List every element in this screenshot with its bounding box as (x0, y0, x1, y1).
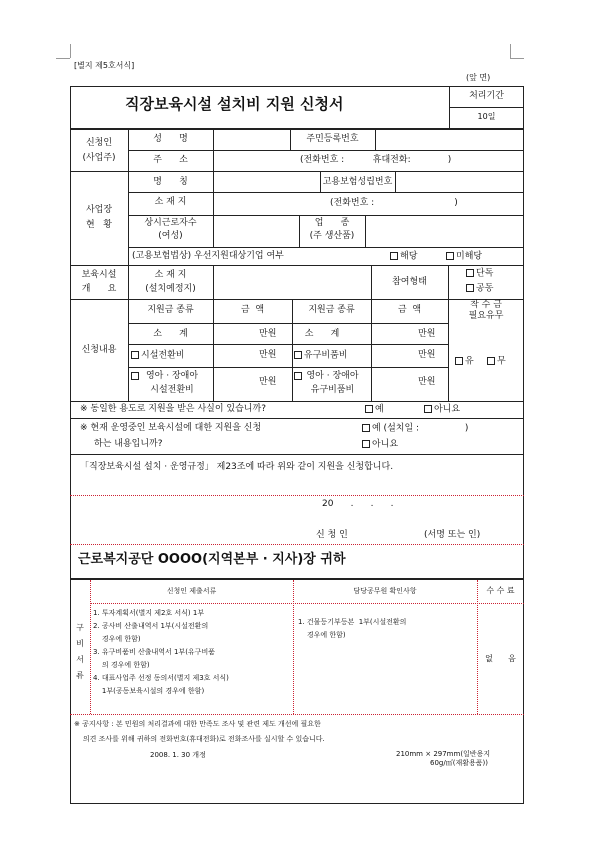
conversion-cost-label: 시설전환비 (141, 350, 185, 361)
crop-mark (510, 58, 524, 59)
workplace-location-field[interactable] (216, 195, 326, 211)
existing-facility-question-line1: ※ 현재 운영중인 보육시설에 대한 지원을 신청 (80, 423, 262, 433)
paper-weight-note: 60g/㎡(재활용품)) (430, 759, 488, 767)
infant-conversion-checkbox[interactable] (131, 369, 213, 397)
equipment-cost-checkbox[interactable] (294, 351, 347, 361)
signature-note: (서명 또는 인) (424, 530, 481, 540)
request-section-label: 신청내용 (81, 345, 117, 355)
advance-yes-checkbox[interactable] (455, 357, 474, 367)
crop-mark (510, 44, 511, 58)
applicant-section-label: 신청인 (사업주) (82, 138, 116, 163)
workers-count-field[interactable] (216, 218, 296, 244)
existing-facility-no-checkbox[interactable] (362, 440, 398, 450)
existing-facility-question-line2: 하는 내용입니까? (94, 439, 163, 449)
facility-location-field[interactable] (216, 268, 366, 296)
notice-text (74, 717, 522, 747)
processing-period-value: 10일 (477, 112, 496, 121)
prior-support-yes-checkbox[interactable] (365, 405, 384, 415)
applicant-documents-list (93, 607, 291, 698)
joint-participation-checkbox[interactable] (466, 284, 493, 294)
priority-yes-checkbox[interactable] (390, 252, 417, 262)
applicant-signature-field[interactable] (360, 527, 420, 543)
prior-support-no-checkbox[interactable] (424, 405, 460, 415)
participation-type-label: 참여형태 (392, 277, 427, 287)
joint-label: 공동 (476, 283, 494, 294)
applicant-address-label: 주 소 (153, 155, 188, 165)
recipient-line: 근로복지공단 OOOO(지역본부 · 지사)장 귀하 (78, 552, 346, 567)
applicant-documents-header: 신청인 제출서류 (166, 587, 217, 595)
industry-label: 업 종 (주 생산품) (309, 218, 355, 241)
infant-conversion-label: 영아 · 장애아 시설전환비 (145, 371, 199, 395)
support-type-header-2: 지원금 종류 (308, 305, 355, 315)
subtotal-won-2: 만원 (418, 329, 436, 339)
infant-equipment-won: 만원 (418, 377, 436, 387)
priority-yes-label: 해당 (400, 251, 418, 262)
front-side-label: (앞 면) (466, 73, 491, 82)
workers-count-label: 상시근로자수 (여성) (144, 218, 197, 241)
document-item: 의 경우에 한함) (93, 661, 150, 669)
applicant-phone-text: (전화번호 : 휴대전화: ) (300, 155, 452, 165)
prior-support-yes-label: 예 (375, 404, 384, 415)
single-participation-checkbox[interactable] (466, 269, 493, 279)
existing-facility-yes-checkbox[interactable] (362, 424, 468, 434)
fee-header: 수 수 료 (486, 586, 515, 595)
amount-header-2: 금 액 (397, 305, 422, 315)
processing-period-label: 처리기간 (469, 91, 504, 101)
infant-conversion-won: 만원 (259, 377, 277, 387)
fee-value: 없 음 (485, 654, 516, 663)
existing-facility-no-label: 아니요 (372, 439, 399, 450)
notice-line: 의견 조사를 위해 귀하의 전화번호(휴대전화)로 전화조사를 실시할 수 있습니다. (74, 735, 325, 743)
infant-equipment-checkbox[interactable] (294, 369, 371, 397)
application-date: 20 . . . (322, 499, 394, 509)
subtotal-label: 소 계 (153, 329, 188, 339)
rrn-field[interactable] (378, 131, 518, 147)
applicant-name-label: 성 명 (153, 134, 188, 144)
priority-no-label: 미해당 (456, 251, 483, 262)
document-item: 2. 공사비 산출내역서 1부(시설전환의 (93, 622, 209, 630)
advance-no-checkbox[interactable] (487, 357, 506, 367)
official-check-header: 담당공무원 확인사항 (353, 587, 417, 595)
advance-no-label: 무 (497, 356, 506, 367)
crop-mark (70, 44, 71, 58)
infant-equipment-label: 영아 · 장애아 유구비품비 (306, 371, 359, 395)
paper-size-note: 210mm × 297mm(일반용지 (396, 750, 491, 758)
workplace-section-label: 사업장 현 황 (85, 205, 113, 230)
equipment-cost-label: 유구비품비 (304, 350, 348, 361)
declaration-text: 「직장보육시설 설치 · 운영규정」 제23조에 따라 위와 같이 지원을 신청합니다. (80, 462, 394, 472)
insurance-number-label: 고용보험성립번호 (322, 177, 393, 187)
insurance-number-field[interactable] (398, 174, 518, 190)
workplace-location-label: 소 재 지 (154, 197, 187, 207)
facility-location-label: 소 재 지 (설치예정지) (145, 270, 196, 294)
rrn-label: 주민등록번호 (306, 134, 359, 144)
document-item: 4. 대표사업주 선정 동의서(별지 제3호 서식) (93, 674, 229, 682)
subtotal-won: 만원 (259, 329, 277, 339)
official-check-list (298, 616, 474, 642)
advance-payment-header: 착 수 금 필요유무 (468, 300, 504, 321)
official-check-item: 경우에 한함) (298, 631, 346, 639)
advance-yes-label: 유 (465, 356, 474, 367)
applicant-name-field[interactable] (216, 131, 286, 147)
documents-section-label: 구 비 서 류 (76, 623, 84, 680)
existing-facility-yes-label: 예 (설치일 : ) (372, 423, 469, 434)
workplace-name-label: 명 칭 (153, 177, 188, 187)
form-number-label: [별지 제5호서식] (74, 61, 135, 70)
document-item: 3. 유구비품비 산출내역서 1부(유구비품 (93, 648, 215, 656)
crop-mark (56, 58, 70, 59)
subtotal-label-2: 소 계 (304, 329, 340, 339)
official-check-item: 1. 건물등기부등본 1부(시설전환의 (298, 618, 407, 626)
prior-support-question: ※ 동일한 용도로 지원을 받은 사실이 있습니까? (80, 404, 266, 414)
facility-section-label: 보육시설 개 요 (81, 270, 117, 294)
single-label: 단독 (476, 268, 494, 279)
notice-line: ※ 공지사항 : 본 민원의 처리결과에 대한 만족도 조사 및 관련 제도 개선에 필요한 (74, 720, 321, 728)
document-item: 1부(공동보육시설의 경우에 한함) (93, 687, 205, 695)
form-title: 직장보육시설 설치비 지원 신청서 (125, 95, 344, 113)
document-item: 경우에 한함) (93, 635, 141, 643)
document-item: 1. 투자계획서(별지 제2호 서식) 1부 (93, 609, 205, 617)
workplace-name-field[interactable] (216, 174, 316, 190)
conversion-won: 만원 (259, 350, 277, 360)
applicant-address-field[interactable] (216, 153, 296, 169)
workplace-phone-text: (전화번호 : ) (330, 198, 458, 208)
revision-date: 2008. 1. 30 개정 (150, 751, 206, 759)
amount-header: 금 액 (240, 305, 265, 315)
prior-support-no-label: 아니요 (434, 404, 461, 415)
equipment-won: 만원 (418, 350, 436, 360)
priority-company-question: (고용보험법상) 우선지원대상기업 여부 (132, 251, 284, 261)
priority-no-checkbox[interactable] (446, 252, 482, 262)
applicant-sign-label: 신 청 인 (316, 530, 348, 540)
industry-field[interactable] (368, 218, 518, 244)
support-type-header: 지원금 종류 (147, 305, 194, 315)
conversion-cost-checkbox[interactable] (131, 351, 184, 361)
